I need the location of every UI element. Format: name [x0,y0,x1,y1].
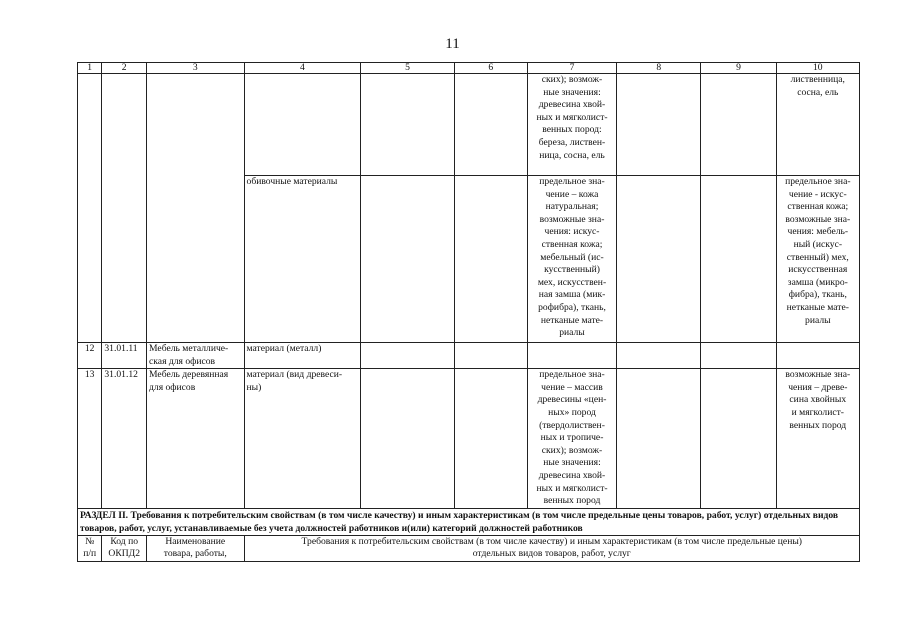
cell-value-other [776,176,859,343]
column-number: 6 [454,63,527,74]
cell-empty [617,343,701,369]
cell-number: 12 [78,343,102,369]
text-line: Код по [110,536,139,548]
column-number: 9 [701,63,776,74]
text-line: ственный) мех, [786,251,849,263]
cell-product-name [147,176,244,343]
cell-empty [701,343,776,369]
text-line: сосна, ель [797,86,839,98]
cell-characteristic [244,369,361,509]
text-line: предельное зна- [539,369,605,381]
text-line: риалы [559,327,585,339]
text-line: ских); возмож- [541,74,603,85]
text-line: натуральная; [545,201,599,213]
cell-value-highest [527,176,616,343]
cell-number [78,74,102,176]
text-line: ных и мягколист- [536,111,608,123]
cell-empty [527,343,616,369]
cell-value-other [776,74,859,176]
text-line: сина хвойных [789,394,847,406]
cell-empty [454,343,527,369]
text-line: венных пород: [542,124,602,136]
text-line: рофибра), ткань, [538,301,606,313]
text-line: и мягколист- [791,406,844,418]
text-line: материал (вид древеси- [246,369,343,381]
text-line: товара, работы, [163,548,227,560]
text-line: № [85,536,95,548]
text-line: для офисов [149,381,196,393]
cell-empty [454,369,527,509]
cell-value-other [776,369,859,509]
text-line: мех, искусствен- [537,276,607,288]
column-number: 8 [617,63,701,74]
text-line: ница, сосна, ель [539,149,605,161]
text-line: чения: искус- [544,226,600,238]
text-line: чение – массив [541,381,603,393]
text-line: береза, листвен- [538,136,606,148]
cell-empty [617,176,701,343]
text-line: ные значения: [543,457,601,469]
cell-empty [361,343,454,369]
text-line: предельное зна- [539,176,605,187]
cell-empty [361,74,454,176]
text-line: кусственный) [544,264,600,276]
text-line: древесины «цен- [537,394,607,406]
text-line: отдельных видов товаров, работ, услуг [472,548,631,560]
cell-empty [617,369,701,509]
cell-empty [701,176,776,343]
column-number: 4 [244,63,361,74]
text-line: ская для офисов [149,355,216,367]
text-line: ный (искус- [793,238,843,250]
cell-code [102,176,147,343]
text-line: венных пород [789,419,847,431]
column-number: 5 [361,63,454,74]
cell-empty [361,369,454,509]
column-number-row [78,63,860,74]
text-line: п/п [83,548,97,560]
text-line: чения: мебель- [787,226,849,238]
text-line: лиственница, [790,74,845,85]
text-line: ОКПД2 [108,548,140,560]
cell-characteristic: материал (металл) [244,343,361,369]
text-line: Мебель металличе- [149,343,229,354]
table-row [78,369,860,509]
column-number: 3 [147,63,244,74]
cell-number: 13 [78,369,102,509]
page-number: 11 [445,36,460,52]
cell-empty [701,369,776,509]
text-line: предельное зна- [785,176,851,187]
header-code [102,536,147,562]
cell-number [78,176,102,343]
table-row [78,343,860,369]
text-line: чение – кожа [545,188,599,200]
text-line: ственная кожа; [541,238,603,250]
cell-empty [776,343,859,369]
cell-empty [454,176,527,343]
text-line: ные значения: [543,86,601,98]
cell-characteristic [244,74,361,176]
cell-code [102,74,147,176]
text-line: Требования к потребительским свойствам (в том числе качеству) и иным характеристикам (в том числе предельные цены) [301,536,802,548]
cell-code: 31.01.12 [102,369,147,509]
header-name [147,536,244,562]
table-row [78,74,860,176]
header-num [78,536,102,562]
text-line: ных» пород [548,406,596,418]
section-title: РАЗДЕЛ II. Требования к потребительским свойствам (в том числе качеству) и иным характеристикам (в том числе предельные цены товаров, работ, услуг) отдельных видов товаров, работ, услуг, устанавливаемые без учета должностей работников и(или) категорий должностей работников [78,509,860,536]
text-line: чение - искус- [788,188,847,200]
text-line: (твердолиствен- [539,419,605,431]
cell-empty [454,74,527,176]
cell-characteristic: обивочные материалы [244,176,361,343]
cell-empty [617,74,701,176]
text-line: возможные зна- [785,369,851,381]
header-requirements [244,536,859,562]
text-line: чения – древе- [788,381,848,393]
section-title-row [78,509,860,536]
text-line: ственная кожа; [787,201,849,213]
cell-empty [361,176,454,343]
text-line: венных пород [543,495,601,507]
text-line: ная замша (мик- [538,289,606,301]
text-line: замша (микро- [787,276,848,288]
text-line: фибра), ткань, [788,289,847,301]
text-line: ных и мягколист- [536,482,608,494]
column-number: 1 [78,63,102,74]
text-line: возможные зна- [539,213,605,225]
text-line: Наименование [165,536,226,548]
column-number: 10 [776,63,859,74]
table-row [78,176,860,343]
section-header-row [78,536,860,562]
text-line: нетканые мате- [540,314,604,326]
text-line: искусственная [788,264,848,276]
text-line: ны) [246,381,262,393]
text-line: ных и тропиче- [540,432,604,444]
text-line: Мебель деревянная [149,369,229,381]
cell-product-name [147,74,244,176]
text-line: возможные зна- [785,213,851,225]
cell-empty [701,74,776,176]
text-line: ских); возмож- [541,444,603,456]
requirements-table [77,62,860,562]
text-line: нетканые мате- [786,301,849,313]
cell-value-highest [527,74,616,176]
cell-value-highest [527,369,616,509]
text-line: мебельный (ис- [540,251,604,263]
cell-code: 31.01.11 [102,343,147,369]
text-line: древесина хвой- [538,469,606,481]
column-number: 2 [102,63,147,74]
cell-product-name [147,343,244,369]
cell-product-name [147,369,244,509]
column-number: 7 [527,63,616,74]
text-line: древесина хвой- [538,99,606,111]
text-line: риалы [805,314,831,326]
